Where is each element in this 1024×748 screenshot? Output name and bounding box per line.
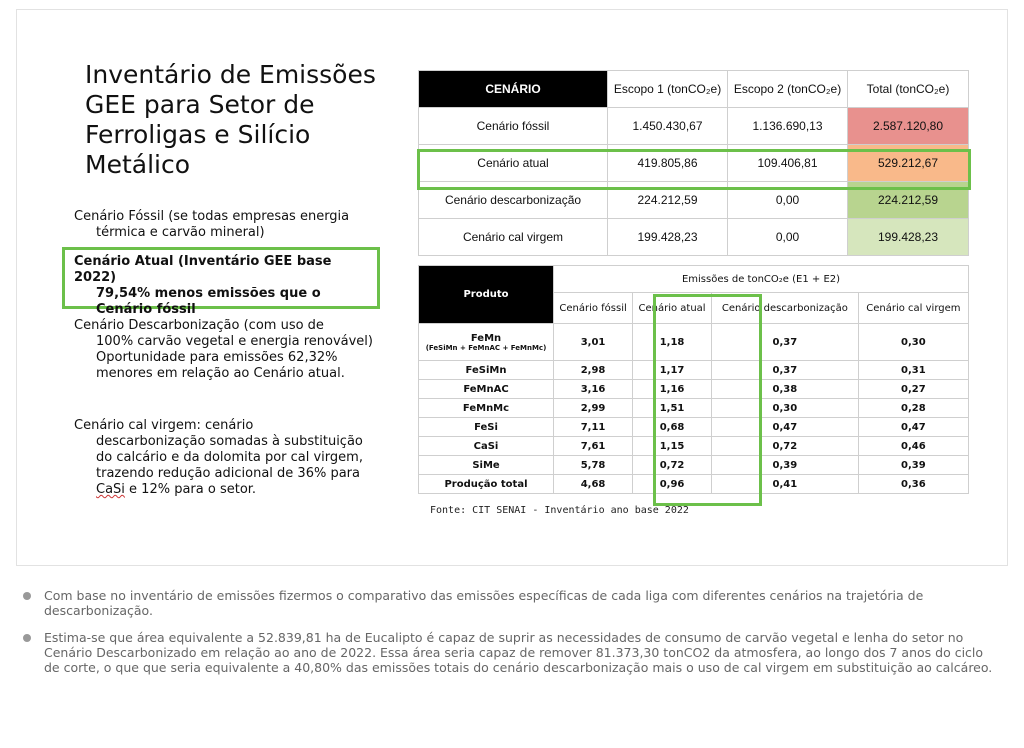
- table-row: [419, 219, 969, 256]
- bullet-dot-icon: [23, 592, 31, 600]
- cell-value: 0,27: [858, 380, 968, 399]
- notes-list: [22, 588, 1002, 687]
- cell-value: 0,37: [711, 361, 858, 380]
- cell-value: 0,47: [711, 418, 858, 437]
- current-scenario-column-highlight: [653, 294, 762, 506]
- subheader-decarbonization: Cenário descarbonização: [711, 293, 858, 324]
- cell-value: 0,72: [711, 437, 858, 456]
- header-total: Total (tonCO₂e): [848, 71, 969, 108]
- cell-value: 2,98: [554, 361, 633, 380]
- cell-value: 0,37: [711, 324, 858, 361]
- cell-product: FeMnAC: [419, 380, 554, 399]
- cell-value: 0,30: [711, 399, 858, 418]
- cell-value: 5,78: [554, 456, 633, 475]
- cell-product: CaSi: [419, 437, 554, 456]
- cell-value: 1,17: [633, 361, 712, 380]
- cell-scope1: 199.428,23: [608, 219, 728, 256]
- cell-value: 0,46: [858, 437, 968, 456]
- cell-scenario-name: Cenário descarbonização: [419, 182, 608, 219]
- cell-scope2: 1.136.690,13: [728, 108, 848, 145]
- cell-scenario-name: Cenário atual: [419, 145, 608, 182]
- cell-value: 0,39: [858, 456, 968, 475]
- cell-total: 224.212,59: [848, 182, 969, 219]
- cell-product: FeMn (FeSiMn + FeMnAC + FeMnMc): [419, 324, 554, 361]
- cell-product: FeSiMn: [419, 361, 554, 380]
- scenario-current-text: Cenário Atual (Inventário GEE base 2022) 79,54% menos emissões que o Cenário fóssil: [74, 254, 332, 317]
- casi-spellcheck-word: CaSi: [96, 482, 125, 497]
- cell-scope2: 0,00: [728, 182, 848, 219]
- scenario-quicklime-text: Cenário cal virgem: cenário descarbonização somadas à substituição do calcário e da dolomita por cal virgem, trazendo redução adicional de 36% para CaSi e 12% para o setor.: [74, 418, 363, 497]
- cell-value: 7,61: [554, 437, 633, 456]
- bullet-dot-icon: [23, 634, 31, 642]
- header-emissions-group: Emissões de tonCO₂e (E1 + E2): [554, 266, 969, 293]
- scenario-fossil-text: Cenário Fóssil (se todas empresas energia térmica e carvão mineral): [74, 209, 350, 240]
- cell-total: 2.587.120,80: [848, 108, 969, 145]
- cell-scope2: 0,00: [728, 219, 848, 256]
- cell-value: 0,39: [711, 456, 858, 475]
- cell-value: 3,01: [554, 324, 633, 361]
- cell-scope2: 109.406,81: [728, 145, 848, 182]
- scenario-decarbonization-text: Cenário Descarbonização (com uso de 100% carvão vegetal e energia renovável) Oportunidade para emissões 62,32% menores em relação ao Cenário atual.: [74, 318, 373, 381]
- cell-value: 0,41: [711, 475, 858, 494]
- cell-scenario-name: Cenário fóssil: [419, 108, 608, 145]
- subheader-quicklime: Cenário cal virgem: [858, 293, 968, 324]
- cell-scope1: 419.805,86: [608, 145, 728, 182]
- subheader-fossil: Cenário fóssil: [554, 293, 633, 324]
- slide-title: Inventário de Emissões GEE para Setor de Ferroligas e Silício Metálico: [85, 60, 376, 179]
- cell-value: 0,96: [633, 475, 712, 494]
- cell-value: 1,15: [633, 437, 712, 456]
- note-item: Estima-se que área equivalente a 52.839,81 ha de Eucalipto é capaz de suprir as necessidades de consumo de carvão vegetal e lenha do setor no Cenário Descarbonizado em relação ao ano de 2022. Essa área seria capaz de remover 81.373,30 tonCO2 da atmosfera, ao longo dos 7 anos do ciclo de corte, o que que seria equivalente a 40,80% das emissões totais do cenário descarbonização mais o uso de cal virgem em substituição ao calcáreo.: [22, 630, 1002, 675]
- subheader-current: Cenário atual: [633, 293, 712, 324]
- cell-value: 1,16: [633, 380, 712, 399]
- cell-value: 1,18: [633, 324, 712, 361]
- table-header-row: [419, 71, 969, 108]
- cell-value: 0,72: [633, 456, 712, 475]
- cell-product: FeSi: [419, 418, 554, 437]
- cell-value: 4,68: [554, 475, 633, 494]
- cell-value: 0,31: [858, 361, 968, 380]
- cell-value: 0,36: [858, 475, 968, 494]
- cell-value: 2,99: [554, 399, 633, 418]
- table-row: [419, 108, 969, 145]
- cell-product: Produção total: [419, 475, 554, 494]
- cell-product: FeMnMc: [419, 399, 554, 418]
- cell-value: 0,68: [633, 418, 712, 437]
- cell-value: 1,51: [633, 399, 712, 418]
- current-scenario-row-highlight: [417, 149, 971, 190]
- cell-scenario-name: Cenário cal virgem: [419, 219, 608, 256]
- note-item: Com base no inventário de emissões fizermos o comparativo das emissões específicas de cada liga com diferentes cenários na trajetória de descarbonização.: [22, 588, 1002, 618]
- cell-total: 529.212,67: [848, 145, 969, 182]
- cell-scope1: 224.212,59: [608, 182, 728, 219]
- cell-value: 0,38: [711, 380, 858, 399]
- cell-product: SiMe: [419, 456, 554, 475]
- cell-total: 199.428,23: [848, 219, 969, 256]
- header-product: Produto: [419, 266, 554, 324]
- table-header-row: [419, 266, 969, 293]
- cell-value: 3,16: [554, 380, 633, 399]
- cell-value: 0,28: [858, 399, 968, 418]
- header-scenario: CENÁRIO: [419, 71, 608, 108]
- header-scope2: Escopo 2 (tonCO₂e): [728, 71, 848, 108]
- cell-value: 0,30: [858, 324, 968, 361]
- cell-scope1: 1.450.430,67: [608, 108, 728, 145]
- header-scope1: Escopo 1 (tonCO₂e): [608, 71, 728, 108]
- cell-value: 7,11: [554, 418, 633, 437]
- cell-value: 0,47: [858, 418, 968, 437]
- table-source-note: Fonte: CIT SENAI - Inventário ano base 2022: [430, 505, 689, 516]
